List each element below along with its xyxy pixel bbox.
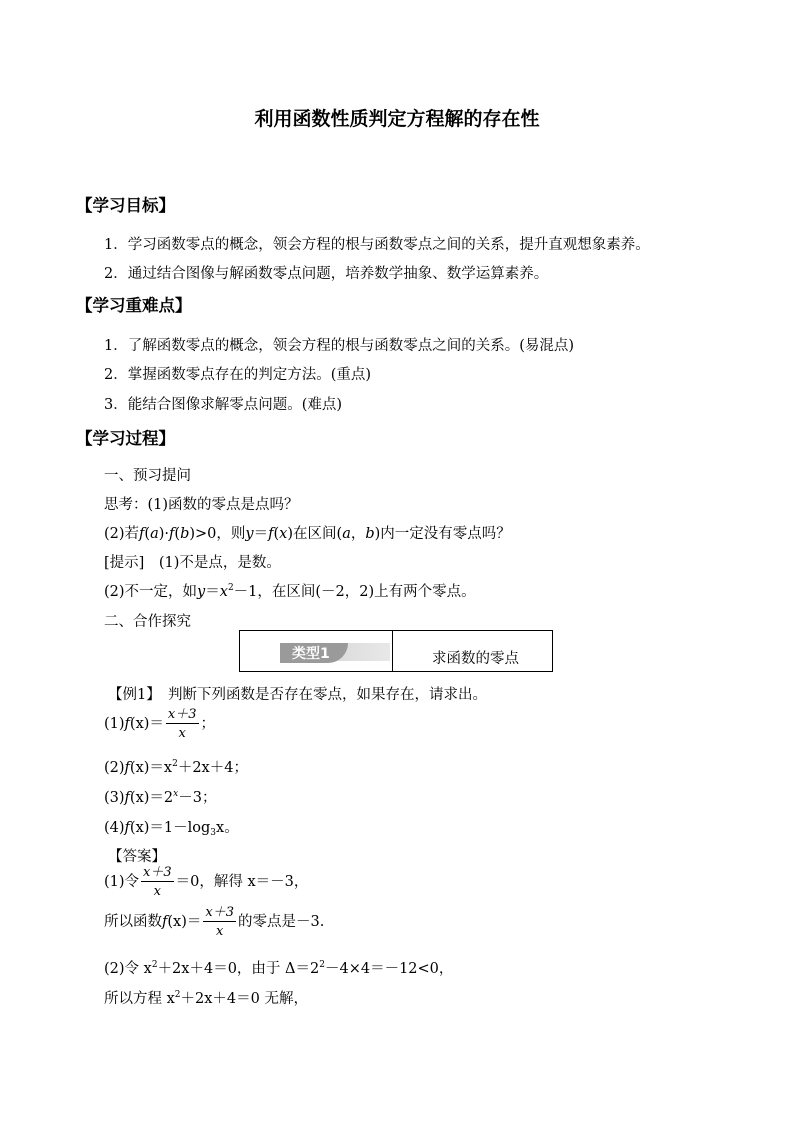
fraction: $\frac{x+3}{x}$ — [205, 905, 234, 939]
type-banner — [239, 630, 553, 672]
answer-2-text: (2)不一定，如$y=x^2-1$，在区间(－2，2)上有两个零点。 — [104, 583, 476, 600]
answer-line-1: (1)令 $\frac{x+3}{x}$ ＝0，解得 x＝－3， — [104, 865, 309, 899]
answer-line-4: 所以方程 $x^2+2x+4=0$ 无解， — [104, 990, 308, 1007]
part-heading-preview: 一、预习提问 — [104, 468, 191, 484]
answer-heading: 【答案】 — [108, 849, 166, 865]
answer-line-2: 所以函数f(x)＝ $\frac{x+3}{x}$ 的零点是－3. — [104, 905, 325, 939]
example-question-3: $(3)f(x)=2^x-3$； — [104, 789, 217, 806]
fraction: $\frac{x+3}{x}$ — [167, 707, 197, 741]
goal-item: 2．通过结合图像与解函数零点问题，培养数学抽象、数学运算素养。 — [104, 266, 549, 282]
key-point-item: 2．掌握函数零点存在的判定方法。(重点) — [104, 367, 372, 383]
type-tag-label: 类型1 — [292, 646, 330, 662]
example-question-2: $(2)f(x)=x^2+2x+4$； — [104, 759, 248, 776]
type-topic: 求函数的零点 — [432, 651, 519, 667]
think-question: 思考：(1)函数的零点是点吗？ — [104, 497, 299, 513]
fraction: $\frac{x+3}{x}$ — [143, 865, 172, 899]
key-point-item: 1．了解函数零点的概念，领会方程的根与函数零点之间的关系。(易混点) — [104, 338, 575, 354]
type-divider — [392, 631, 393, 671]
section-heading-goals: 【学习目标】 — [76, 196, 175, 215]
hint-text: [提示] (1)不是点，是数。 — [104, 555, 281, 571]
example-label: 【例1】 判断下列函数是否存在零点，如果存在，请求出。 — [108, 687, 487, 703]
example-question-4: $(4)f(x)=1-\log_3x$。 — [104, 820, 239, 838]
part-heading-explore: 二、合作探究 — [104, 614, 191, 630]
section-heading-process: 【学习过程】 — [76, 429, 175, 448]
key-point-item: 3．能结合图像求解零点问题。(难点) — [104, 397, 343, 413]
question-2: (2)若f(a)·f(b)>0，则y＝f(x)在区间(a，b)内一定没有零点吗？ — [104, 526, 511, 542]
example-question-1: (1)f(x)＝ $\frac{x+3}{x}$ ； — [104, 707, 216, 741]
answer-line-3: (2)令 $x^2+2x+4=0$，由于 $\Delta=2^2-4\times 4=-12<0$， — [104, 960, 454, 977]
section-heading-key-points: 【学习重难点】 — [76, 296, 192, 315]
page-title: 利用函数性质判定方程解的存在性 — [254, 108, 540, 130]
goal-item: 1．学习函数零点的概念，领会方程的根与函数零点之间的关系，提升直观想象素养。 — [104, 237, 650, 253]
